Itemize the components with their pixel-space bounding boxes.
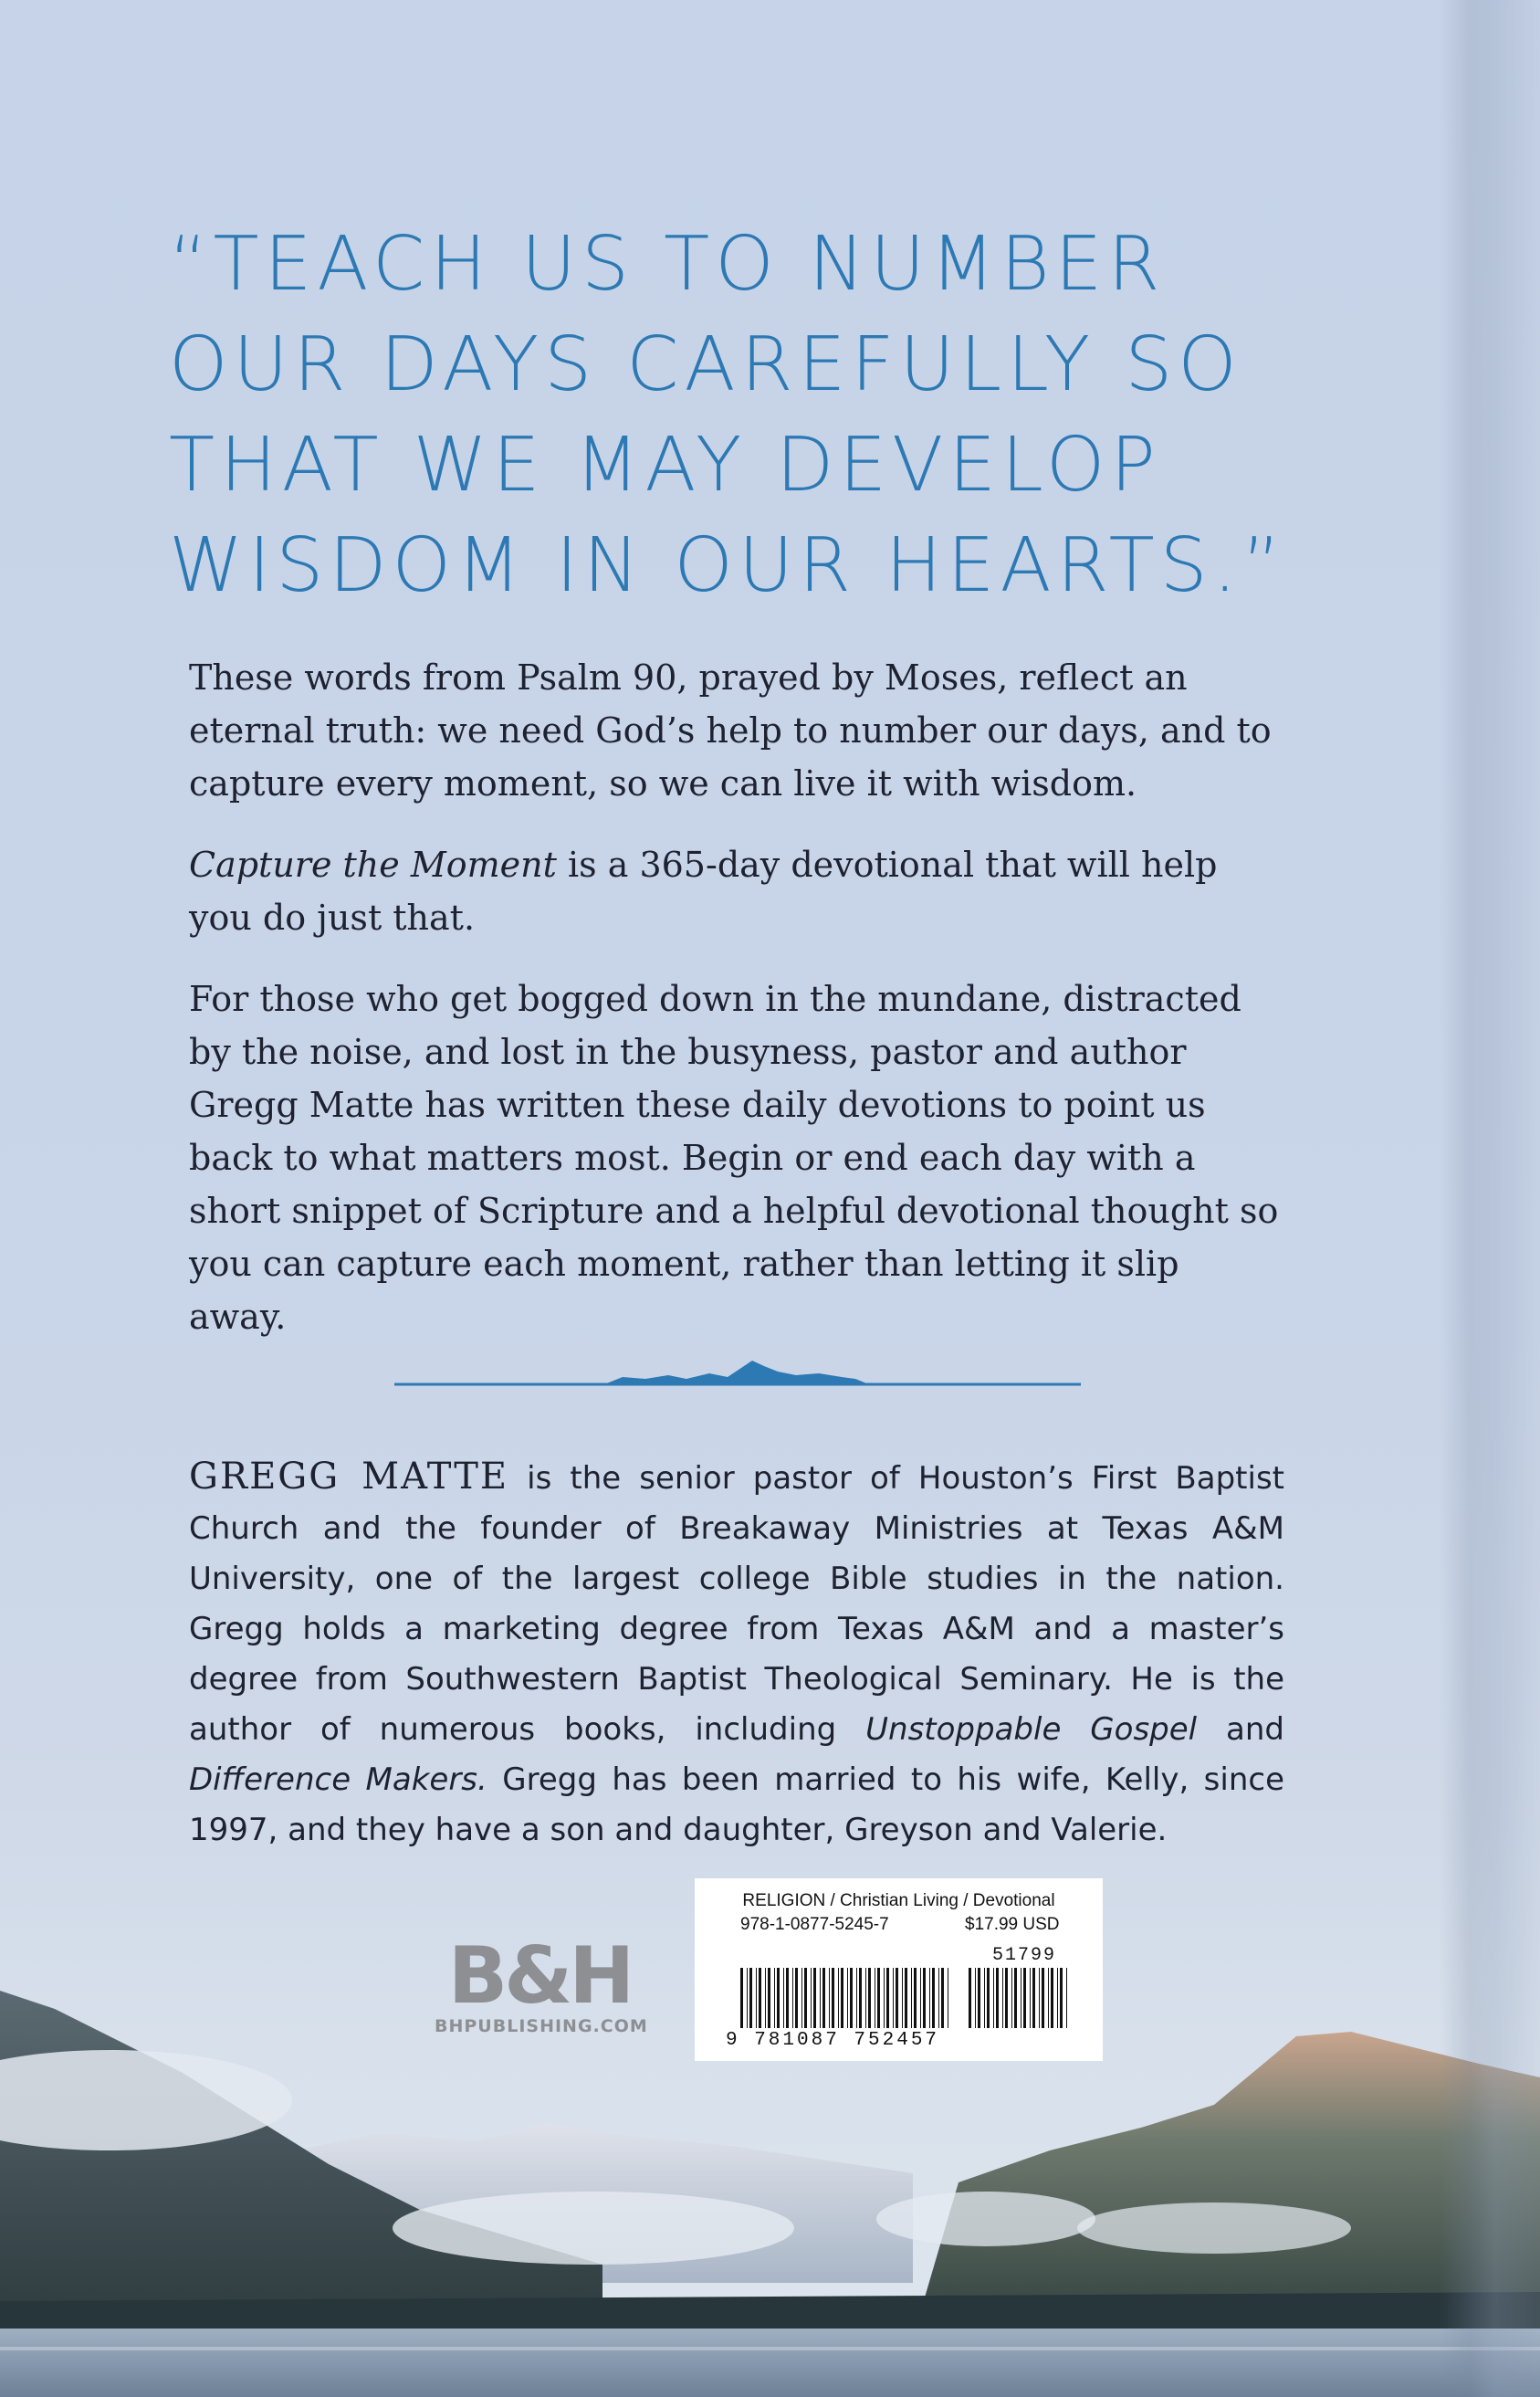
addon-barcode-icon bbox=[969, 1968, 1071, 2028]
description-paragraph-3: For those who get bogged down in the mundane, distracted by the noise, and lost in the busyness, pastor and author Gregg Matte has written these daily devotions to point us back to what matters most. Begin or end each day with a short snippet of Scripture and a helpful devotional thought so you can capture each moment, rather than letting it slip away. bbox=[189, 979, 1279, 1337]
isbn-number: 978-1-0877-5245-7 bbox=[740, 1915, 889, 1934]
book-title: Difference Makers. bbox=[189, 1761, 487, 1798]
book-title: Capture the Moment bbox=[189, 845, 557, 885]
quote-line: WISDOM IN OUR HEARTS.” bbox=[169, 522, 1287, 609]
author-bio bbox=[189, 1452, 1284, 1856]
book-title: Unstoppable Gospel bbox=[865, 1711, 1198, 1748]
publisher-logo bbox=[435, 1930, 648, 2036]
bio-text: and bbox=[1197, 1711, 1285, 1748]
description-paragraph-2 bbox=[189, 838, 1284, 944]
bio-text: Gregg has been married to his wife, Kelly, since 1997, and they have a son and daughter, Greyson and Valerie. bbox=[189, 1761, 1284, 1848]
bh-logo: B&H bbox=[447, 1930, 632, 2022]
quote-line: “TEACH US TO NUMBER bbox=[169, 221, 1166, 308]
bisac-category: RELIGION / Christian Living / Devotional bbox=[742, 1891, 1055, 1910]
description-paragraph-1: These words from Psalm 90, prayed by Moses, reflect an eternal truth: we need God’s help to number our days, and to capture every moment, so we can live it with wisdom. bbox=[189, 657, 1272, 804]
quote-line: OUR DAYS CAREFULLY SO bbox=[169, 321, 1242, 408]
psalm-quote bbox=[169, 215, 1356, 616]
spine-shadow bbox=[1440, 0, 1540, 2397]
ean-barcode-icon bbox=[740, 1968, 950, 2028]
bio-text: is the senior pastor of Houston’s First Baptist Church and the founder of Breakaway Ministries at Texas A&M University, one of the largest college Bible studies in the nation. Gregg holds a marketing degree from Texas A&M and a master’s degree from Southwestern Baptist Theological Seminary. He is the author of numerous books, including bbox=[189, 1460, 1284, 1748]
price-addon-number: 51799 bbox=[992, 1945, 1057, 1966]
price: $17.99 USD bbox=[965, 1915, 1060, 1934]
barcode-digits: 9 781087 752457 bbox=[726, 2030, 940, 2051]
description-text: is a 365-day devotional that will help you do just that. bbox=[189, 845, 1218, 938]
author-name: GREGG MATTE bbox=[189, 1456, 509, 1498]
barcode-label bbox=[695, 1878, 1103, 2061]
quote-line: THAT WE MAY DEVELOP bbox=[169, 422, 1161, 509]
publisher-url: BHPUBLISHING.COM bbox=[435, 2016, 648, 2036]
mountain-divider-icon bbox=[394, 1351, 1081, 1388]
